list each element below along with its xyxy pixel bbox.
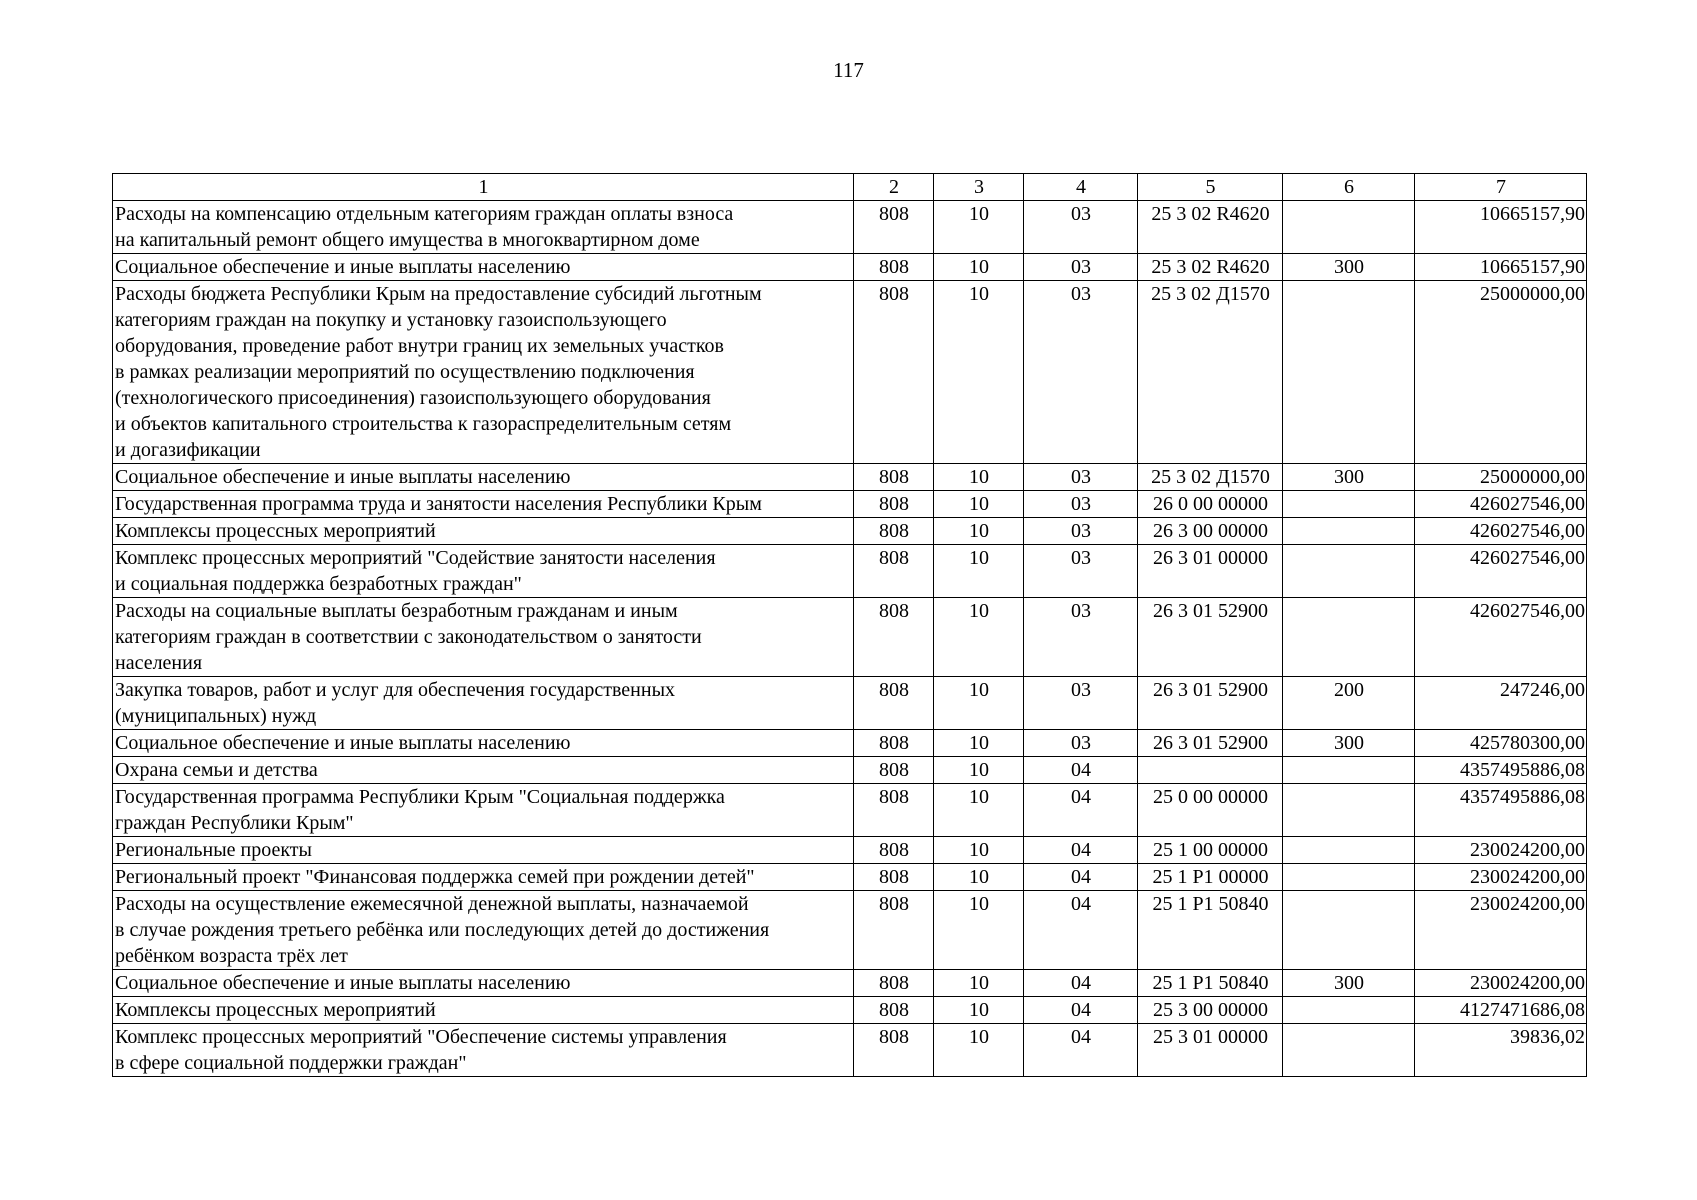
target-article-cell: 25 3 01 00000 [1138, 1024, 1283, 1077]
amount-cell: 230024200,00 [1415, 970, 1587, 997]
budget-table [112, 173, 1587, 1077]
section-code-cell: 10 [934, 518, 1024, 545]
row-name-cell: Комплексы процессных мероприятий [113, 518, 854, 545]
section-code-cell: 10 [934, 545, 1024, 598]
table-row [113, 201, 1587, 254]
section-code-cell: 10 [934, 201, 1024, 254]
expense-type-cell [1283, 1024, 1415, 1077]
ved-code-cell: 808 [854, 254, 934, 281]
subsection-code-cell: 04 [1024, 1024, 1138, 1077]
table-row [113, 837, 1587, 864]
ved-code-cell: 808 [854, 545, 934, 598]
section-code-cell: 10 [934, 891, 1024, 970]
ved-code-cell: 808 [854, 970, 934, 997]
section-code-cell: 10 [934, 464, 1024, 491]
section-code-cell: 10 [934, 757, 1024, 784]
expense-type-cell [1283, 837, 1415, 864]
target-article-cell: 26 3 00 00000 [1138, 518, 1283, 545]
ved-code-cell: 808 [854, 201, 934, 254]
amount-cell: 426027546,00 [1415, 545, 1587, 598]
section-code-cell: 10 [934, 997, 1024, 1024]
row-name-cell: Комплексы процессных мероприятий [113, 997, 854, 1024]
ved-code-cell: 808 [854, 281, 934, 464]
row-name-cell: Региональный проект "Финансовая поддержка семей при рождении детей" [113, 864, 854, 891]
row-name-cell: Охрана семьи и детства [113, 757, 854, 784]
ved-code-cell: 808 [854, 891, 934, 970]
section-code-cell: 10 [934, 598, 1024, 677]
target-article-cell: 25 3 02 R4620 [1138, 201, 1283, 254]
row-name-cell: Государственная программа труда и занятости населения Республики Крым [113, 491, 854, 518]
amount-cell: 230024200,00 [1415, 837, 1587, 864]
expense-type-cell [1283, 891, 1415, 970]
subsection-code-cell: 03 [1024, 598, 1138, 677]
target-article-cell: 25 3 02 Д1570 [1138, 464, 1283, 491]
section-code-cell: 10 [934, 864, 1024, 891]
row-name-cell: Социальное обеспечение и иные выплаты населению [113, 730, 854, 757]
ved-code-cell: 808 [854, 464, 934, 491]
ved-code-cell: 808 [854, 677, 934, 730]
table-row [113, 997, 1587, 1024]
subsection-code-cell: 03 [1024, 254, 1138, 281]
target-article-cell: 25 1 Р1 00000 [1138, 864, 1283, 891]
table-row [113, 281, 1587, 464]
ved-code-cell: 808 [854, 997, 934, 1024]
row-name-cell: Расходы на осуществление ежемесячной денежной выплаты, назначаемой в случае рождения третьего ребёнка или последующих детей до достижения ребёнком возраста трёх лет [113, 891, 854, 970]
target-article-cell: 25 0 00 00000 [1138, 784, 1283, 837]
section-code-cell: 10 [934, 1024, 1024, 1077]
table-row [113, 464, 1587, 491]
header-row [113, 174, 1587, 201]
subsection-code-cell: 04 [1024, 837, 1138, 864]
section-code-cell: 10 [934, 837, 1024, 864]
table-row [113, 730, 1587, 757]
subsection-code-cell: 03 [1024, 730, 1138, 757]
expense-type-cell: 300 [1283, 970, 1415, 997]
table-row [113, 1024, 1587, 1077]
amount-cell: 230024200,00 [1415, 864, 1587, 891]
column-header: 6 [1283, 174, 1415, 201]
ved-code-cell: 808 [854, 837, 934, 864]
subsection-code-cell: 03 [1024, 201, 1138, 254]
section-code-cell: 10 [934, 970, 1024, 997]
section-code-cell: 10 [934, 730, 1024, 757]
section-code-cell: 10 [934, 677, 1024, 730]
target-article-cell: 26 3 01 52900 [1138, 598, 1283, 677]
target-article-cell: 25 3 02 Д1570 [1138, 281, 1283, 464]
row-name-cell: Региональные проекты [113, 837, 854, 864]
target-article-cell: 26 3 01 00000 [1138, 545, 1283, 598]
expense-type-cell: 300 [1283, 730, 1415, 757]
expense-type-cell [1283, 281, 1415, 464]
column-header: 2 [854, 174, 934, 201]
row-name-cell: Расходы бюджета Республики Крым на предоставление субсидий льготным категориям граждан на покупку и установку газоиспользующего оборудования, проведение работ внутри границ их земельных участков в рамках реализации мероприятий по осуществлению подключения (технологического присоединения) газоиспользующего оборудования и объектов капитального строительства к газораспределительным сетям и догазификации [113, 281, 854, 464]
amount-cell: 425780300,00 [1415, 730, 1587, 757]
target-article-cell: 25 1 00 00000 [1138, 837, 1283, 864]
expense-type-cell [1283, 997, 1415, 1024]
target-article-cell: 26 3 01 52900 [1138, 730, 1283, 757]
subsection-code-cell: 04 [1024, 784, 1138, 837]
row-name-cell: Расходы на компенсацию отдельным категориям граждан оплаты взноса на капитальный ремонт общего имущества в многоквартирном доме [113, 201, 854, 254]
table-row [113, 677, 1587, 730]
table-row [113, 864, 1587, 891]
subsection-code-cell: 04 [1024, 970, 1138, 997]
subsection-code-cell: 03 [1024, 518, 1138, 545]
ved-code-cell: 808 [854, 598, 934, 677]
row-name-cell: Социальное обеспечение и иные выплаты населению [113, 254, 854, 281]
amount-cell: 4357495886,08 [1415, 784, 1587, 837]
ved-code-cell: 808 [854, 784, 934, 837]
subsection-code-cell: 03 [1024, 281, 1138, 464]
section-code-cell: 10 [934, 784, 1024, 837]
table-row [113, 598, 1587, 677]
expense-type-cell [1283, 491, 1415, 518]
ved-code-cell: 808 [854, 757, 934, 784]
table-row [113, 970, 1587, 997]
row-name-cell: Закупка товаров, работ и услуг для обеспечения государственных (муниципальных) нужд [113, 677, 854, 730]
page-number: 117 [833, 58, 864, 82]
column-header: 7 [1415, 174, 1587, 201]
target-article-cell: 25 3 02 R4620 [1138, 254, 1283, 281]
subsection-code-cell: 04 [1024, 757, 1138, 784]
subsection-code-cell: 03 [1024, 464, 1138, 491]
row-name-cell: Расходы на социальные выплаты безработным гражданам и иным категориям граждан в соответствии с законодательством о занятости населения [113, 598, 854, 677]
expense-type-cell [1283, 518, 1415, 545]
row-name-cell: Государственная программа Республики Крым "Социальная поддержка граждан Республики Крым" [113, 784, 854, 837]
section-code-cell: 10 [934, 281, 1024, 464]
expense-type-cell [1283, 784, 1415, 837]
amount-cell: 25000000,00 [1415, 464, 1587, 491]
target-article-cell: 25 3 00 00000 [1138, 997, 1283, 1024]
column-header: 3 [934, 174, 1024, 201]
amount-cell: 10665157,90 [1415, 201, 1587, 254]
target-article-cell: 26 3 01 52900 [1138, 677, 1283, 730]
target-article-cell [1138, 757, 1283, 784]
ved-code-cell: 808 [854, 1024, 934, 1077]
table-row [113, 891, 1587, 970]
ved-code-cell: 808 [854, 518, 934, 545]
expense-type-cell [1283, 757, 1415, 784]
amount-cell: 230024200,00 [1415, 891, 1587, 970]
subsection-code-cell: 03 [1024, 545, 1138, 598]
target-article-cell: 26 0 00 00000 [1138, 491, 1283, 518]
expense-type-cell [1283, 545, 1415, 598]
amount-cell: 25000000,00 [1415, 281, 1587, 464]
table-row [113, 784, 1587, 837]
column-header: 5 [1138, 174, 1283, 201]
amount-cell: 4357495886,08 [1415, 757, 1587, 784]
ved-code-cell: 808 [854, 491, 934, 518]
expense-type-cell: 200 [1283, 677, 1415, 730]
column-header: 4 [1024, 174, 1138, 201]
amount-cell: 426027546,00 [1415, 598, 1587, 677]
expense-type-cell [1283, 598, 1415, 677]
row-name-cell: Комплекс процессных мероприятий "Содействие занятости населения и социальная поддержка безработных граждан" [113, 545, 854, 598]
column-header: 1 [113, 174, 854, 201]
ved-code-cell: 808 [854, 730, 934, 757]
subsection-code-cell: 04 [1024, 891, 1138, 970]
amount-cell: 426027546,00 [1415, 491, 1587, 518]
amount-cell: 39836,02 [1415, 1024, 1587, 1077]
expense-type-cell: 300 [1283, 464, 1415, 491]
row-name-cell: Комплекс процессных мероприятий "Обеспечение системы управления в сфере социальной поддержки граждан" [113, 1024, 854, 1077]
subsection-code-cell: 04 [1024, 864, 1138, 891]
table-row [113, 545, 1587, 598]
table-row [113, 757, 1587, 784]
amount-cell: 10665157,90 [1415, 254, 1587, 281]
table-row [113, 491, 1587, 518]
ved-code-cell: 808 [854, 864, 934, 891]
amount-cell: 247246,00 [1415, 677, 1587, 730]
expense-type-cell [1283, 201, 1415, 254]
section-code-cell: 10 [934, 254, 1024, 281]
expense-type-cell: 300 [1283, 254, 1415, 281]
amount-cell: 426027546,00 [1415, 518, 1587, 545]
row-name-cell: Социальное обеспечение и иные выплаты населению [113, 464, 854, 491]
subsection-code-cell: 04 [1024, 997, 1138, 1024]
expense-type-cell [1283, 864, 1415, 891]
table-row [113, 254, 1587, 281]
table-row [113, 518, 1587, 545]
target-article-cell: 25 1 Р1 50840 [1138, 891, 1283, 970]
row-name-cell: Социальное обеспечение и иные выплаты населению [113, 970, 854, 997]
amount-cell: 4127471686,08 [1415, 997, 1587, 1024]
target-article-cell: 25 1 Р1 50840 [1138, 970, 1283, 997]
section-code-cell: 10 [934, 491, 1024, 518]
subsection-code-cell: 03 [1024, 677, 1138, 730]
subsection-code-cell: 03 [1024, 491, 1138, 518]
